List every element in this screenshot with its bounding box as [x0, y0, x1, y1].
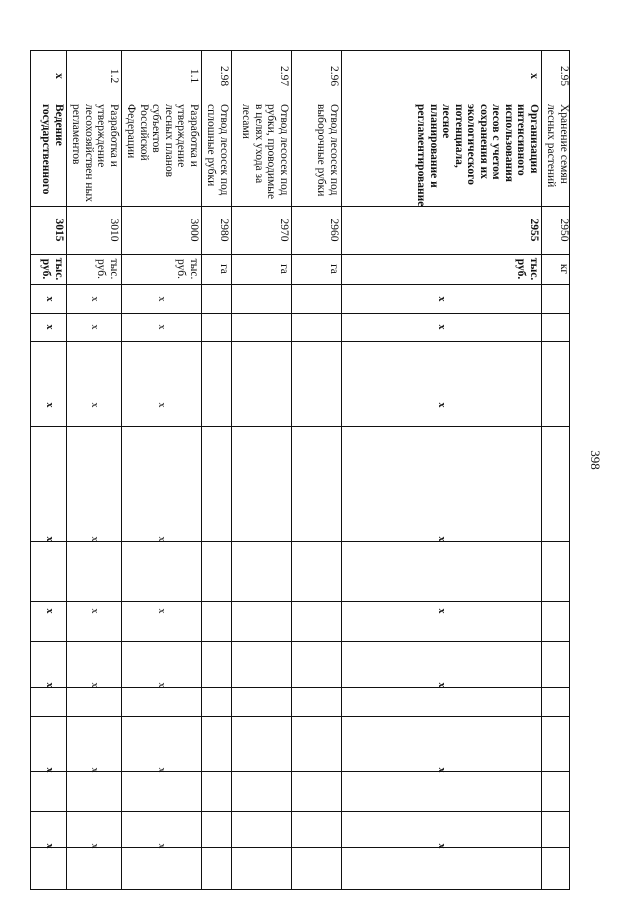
- row-2-98-unit: га: [218, 264, 230, 274]
- cross-mark: x: [156, 536, 167, 542]
- row-2-96-name: Отвод лесосек под выборочные рубки: [315, 104, 340, 197]
- row-1-2-code: 3010: [108, 218, 120, 242]
- cross-mark: x: [436, 536, 447, 542]
- row-1-1-name: Разработка и утверждение лесных планов субъектов Российской Федерации: [125, 104, 200, 178]
- cross-mark: x: [43, 324, 55, 330]
- cross-mark: x: [436, 608, 447, 614]
- cross-mark: x: [156, 608, 167, 614]
- cross-mark: x: [43, 682, 55, 688]
- column-divider: [31, 541, 569, 542]
- row-2-95-unit: кг: [558, 263, 570, 275]
- cross-mark: x: [436, 296, 447, 302]
- cross-mark: x: [88, 296, 100, 302]
- cross-mark: x: [43, 536, 55, 542]
- row-2-97-code: 2970: [278, 218, 290, 242]
- row-x-2-name: Ведение государственного: [40, 104, 65, 195]
- cross-mark: x: [88, 608, 100, 614]
- row-x-2-number: x: [53, 73, 65, 79]
- cross-mark: x: [43, 608, 55, 614]
- row-2-98-number: 2.98: [218, 65, 230, 87]
- cross-mark: x: [88, 843, 100, 849]
- row-2-95-name: Хранение семян лесных растений: [545, 104, 570, 188]
- row-x-1-name: Организация интенсивного использования лесов с учетом сохранения их экологического потенциала, лесное планирование и регламентирование: [415, 104, 540, 207]
- column-divider: [31, 601, 569, 602]
- row-2-95-number: 2.95: [558, 65, 570, 87]
- row-1-1-number: 1.1: [188, 68, 200, 84]
- cross-mark: x: [156, 767, 167, 773]
- cross-mark: x: [43, 402, 55, 408]
- row-2-95-code: 2950: [558, 218, 570, 242]
- row-1-2-name: Разработка и утверждение лесохозяйствен ных регламентов: [70, 104, 120, 203]
- cross-mark: x: [436, 843, 447, 849]
- column-divider: [31, 847, 569, 848]
- cross-mark: x: [43, 843, 55, 849]
- column-divider: [31, 641, 569, 642]
- row-2-97-number: 2.97: [278, 65, 290, 87]
- row-2-96-unit: га: [328, 264, 340, 274]
- row-x-2-code: 3015: [53, 218, 65, 242]
- cross-mark: x: [436, 682, 447, 688]
- column-divider: [31, 426, 569, 427]
- cross-mark: x: [43, 767, 55, 773]
- cross-mark: x: [88, 402, 100, 408]
- column-divider: [31, 341, 569, 342]
- cross-mark: x: [88, 682, 100, 688]
- cross-mark: x: [156, 402, 167, 408]
- row-2-96-number: 2.96: [328, 65, 340, 87]
- cross-mark: x: [88, 324, 100, 330]
- cross-mark: x: [436, 402, 447, 408]
- row-x-1-number: x: [528, 73, 540, 79]
- column-divider: [31, 313, 569, 314]
- row-x-1-code: 2955: [528, 218, 540, 242]
- column-divider: [31, 716, 569, 717]
- cross-mark: x: [156, 324, 167, 330]
- page-number: 398: [587, 450, 603, 470]
- row-x-2-unit: тыс. руб.: [40, 257, 65, 281]
- data-table: [30, 50, 570, 890]
- column-divider: [31, 284, 569, 285]
- cross-mark: x: [156, 682, 167, 688]
- row-1-1-code: 3000: [188, 218, 200, 242]
- row-1-2-unit: тыс. руб.: [95, 258, 120, 280]
- row-1-1-unit: тыс. руб.: [175, 258, 200, 280]
- cross-mark: x: [88, 536, 100, 542]
- row-2-96-code: 2960: [328, 218, 340, 242]
- cross-mark: x: [436, 767, 447, 773]
- row-2-98-name: Отвод лесосек под сплошные рубки: [205, 104, 230, 196]
- row-2-97-name: Отвод лесосек под рубки, проводимые в целях ухода за лесами: [240, 104, 290, 200]
- cross-mark: x: [156, 843, 167, 849]
- column-divider: [31, 687, 569, 688]
- row-2-98-code: 2980: [218, 218, 230, 242]
- cross-mark: x: [43, 296, 55, 302]
- row-x-1-unit: тыс. руб.: [515, 257, 540, 281]
- cross-mark: x: [88, 767, 100, 773]
- row-1-2-number: 1.2: [108, 68, 120, 84]
- cross-mark: x: [156, 296, 167, 302]
- column-divider: [31, 811, 569, 812]
- row-2-97-unit: га: [278, 264, 290, 274]
- column-divider: [31, 771, 569, 772]
- cross-mark: x: [436, 324, 447, 330]
